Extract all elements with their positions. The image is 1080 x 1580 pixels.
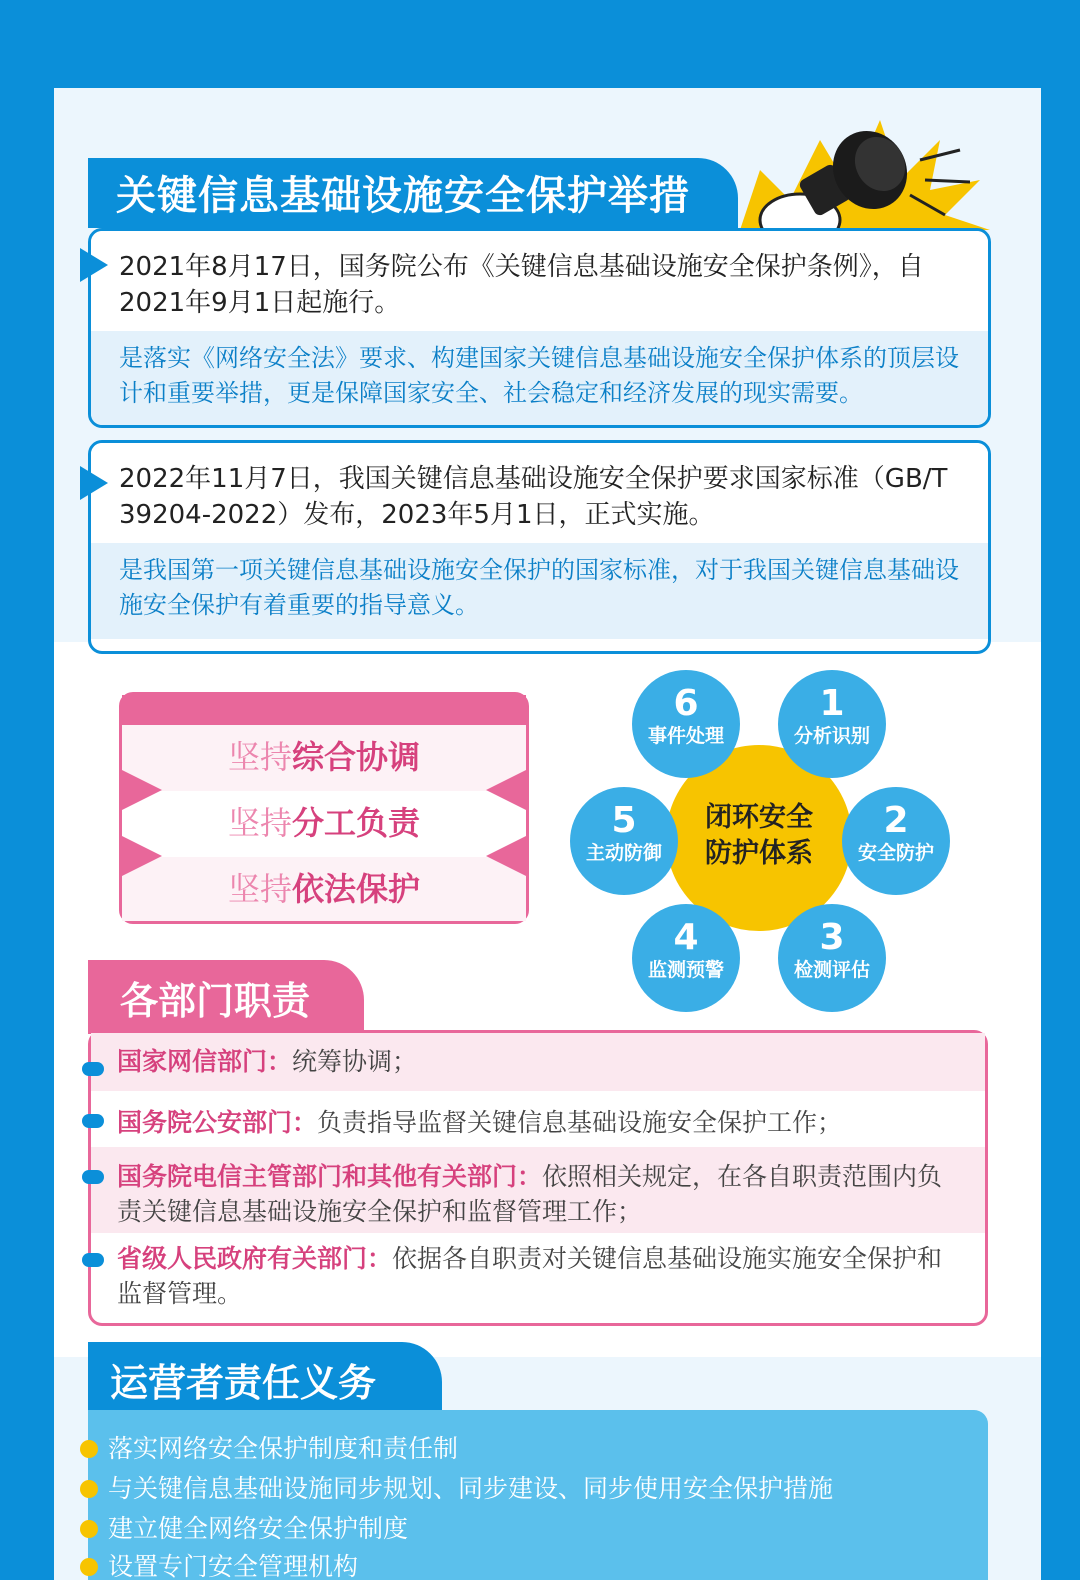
principle-item: 坚持依法保护 [227, 870, 421, 908]
bullet-icon [82, 1114, 104, 1128]
bullet-icon [82, 1062, 104, 1076]
loop-node-1: 1 分析识别 [778, 670, 886, 778]
bullet-dot-icon [80, 1520, 98, 1538]
section-title: 运营者责任义务 [110, 1361, 377, 1405]
card-sub-text: 是落实《网络安全法》要求、构建国家关键信息基础设施安全保护体系的顶层设计和重要举措，更是保障国家安全、社会稳定和经济发展的现实需要。 [91, 331, 988, 427]
operator-duty-item: 与关键信息基础设施同步规划、同步建设、同步使用安全保护措施 [108, 1474, 834, 1503]
department-item: 国务院公安部门：负责指导监督关键信息基础设施安全保护工作； [117, 1108, 843, 1137]
department-item: 省级人民政府有关部门：依据各自职责对关键信息基础设施实施安全保护和监督管理。 [117, 1244, 943, 1308]
bullet-icon [82, 1253, 104, 1267]
loop-node-4: 4 监测预警 [632, 904, 740, 1012]
bullet-icon [82, 1170, 104, 1184]
card-main-text: 2021年8月17日，国务院公布《关键信息基础设施安全保护条例》，自2021年9月1日起施行。 [91, 231, 988, 331]
principle-item: 坚持分工负责 [227, 804, 421, 842]
bullet-dot-icon [80, 1558, 98, 1576]
loop-node-3: 3 检测评估 [778, 904, 886, 1012]
operator-duty-item: 落实网络安全保护制度和责任制 [108, 1434, 459, 1463]
triangle-marker-icon [80, 466, 108, 500]
department-item: 国务院电信主管部门和其他有关部门：依照相关规定，在各自职责范围内负责关键信息基础设施安全保护和监督管理工作； [91, 1147, 985, 1233]
operator-duty-item: 建立健全网络安全保护制度 [108, 1514, 409, 1543]
section-title: 各部门职责 [120, 979, 311, 1023]
loop-node-5: 5 主动防御 [570, 787, 678, 895]
loop-node-6: 6 事件处理 [632, 670, 740, 778]
department-item: 国家网信部门：统筹协调； [91, 1033, 985, 1091]
operator-duty-item: 设置专门安全管理机构 [108, 1552, 359, 1580]
loop-hub-label: 闭环安全 防护体系 [705, 802, 813, 869]
bullet-dot-icon [80, 1440, 98, 1458]
principle-item: 坚持综合协调 [227, 738, 421, 776]
section-title: 关键信息基础设施安全保护举措 [116, 173, 690, 219]
standard-card [88, 440, 991, 654]
regulation-card [88, 228, 991, 428]
triangle-marker-icon [80, 248, 108, 282]
loop-node-2: 2 安全防护 [842, 787, 950, 895]
card-sub-text: 是我国第一项关键信息基础设施安全保护的国家标准，对于我国关键信息基础设施安全保护有着重要的指导意义。 [91, 543, 988, 639]
principles-header-bar [122, 695, 526, 725]
megaphone-icon [730, 120, 990, 230]
bullet-dot-icon [80, 1480, 98, 1498]
card-main-text: 2022年11月7日，我国关键信息基础设施安全保护要求国家标准（GB/T 39204-2022）发布，2023年5月1日，正式实施。 [91, 443, 988, 543]
